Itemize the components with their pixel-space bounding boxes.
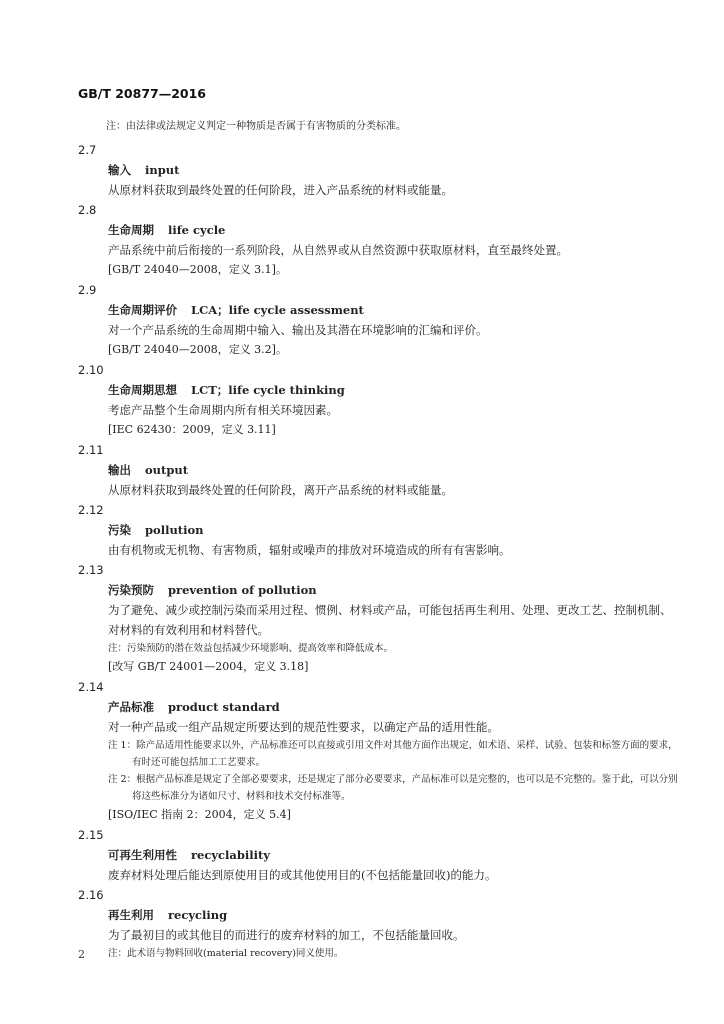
term-heading xyxy=(108,697,678,717)
definition: 从原材料获取到最终处置的任何阶段，离开产品系统的材料或能量。 xyxy=(108,483,453,497)
term-chinese: 生命周期评价 xyxy=(108,303,177,317)
term-heading xyxy=(108,160,678,180)
term-heading xyxy=(108,460,678,480)
clause-number: 2.14 xyxy=(78,680,104,694)
note: 注 2：根据产品标准是规定了全部必要要求，还是规定了部分必要要求，产品标准可以是完整的，也可以是不完整的。鉴于此，可以分别将这些标准分为诸如尺寸、材料和技术交付标准等。 xyxy=(108,774,678,802)
source-reference: [改写 GB/T 24001—2004，定义 3.18] xyxy=(108,660,309,673)
note: 注 1：除产品适用性能要求以外，产品标准还可以直接或引用文件对其他方面作出规定，如术语、采样、试验、包装和标签方面的要求，有时还可能包括加工工艺要求。 xyxy=(108,740,678,768)
term-heading xyxy=(108,380,678,400)
definition: 对一种产品或一组产品规定所要达到的规范性要求，以确定产品的适用性能。 xyxy=(108,720,499,734)
clause-number: 2.7 xyxy=(78,143,97,157)
definition: 从原材料获取到最终处置的任何阶段，进入产品系统的材料或能量。 xyxy=(108,183,453,197)
source-reference: [GB/T 24040—2008，定义 3.2]。 xyxy=(108,343,287,356)
term-chinese: 生命周期思想 xyxy=(108,383,177,397)
source-reference: [IEC 62430：2009，定义 3.11] xyxy=(108,423,276,436)
entry-body xyxy=(108,905,678,962)
term-english: recyclability xyxy=(191,848,271,862)
clause-number: 2.9 xyxy=(78,283,97,297)
entry-body xyxy=(108,380,678,440)
term-english: product standard xyxy=(168,700,280,714)
note: 注：此术语与物料回收(material recovery)同义使用。 xyxy=(108,948,344,959)
entry-body xyxy=(108,520,678,560)
term-heading xyxy=(108,845,678,865)
term-entry xyxy=(78,560,678,677)
term-entry xyxy=(78,440,678,500)
page-number: 2 xyxy=(78,948,85,961)
entry-body xyxy=(108,580,678,677)
carryover-note: 注：由法律或法规定义判定一种物质是否属于有害物质的分类标准。 xyxy=(106,121,406,132)
source-reference: [ISO/IEC 指南 2：2004，定义 5.4] xyxy=(108,808,291,821)
document-body xyxy=(78,120,678,962)
term-chinese: 输出 xyxy=(108,463,131,477)
source-reference: [GB/T 24040—2008，定义 3.1]。 xyxy=(108,263,287,276)
standard-number: GB/T 20877—2016 xyxy=(78,86,207,101)
note: 注：污染预防的潜在效益包括减少环境影响、提高效率和降低成本。 xyxy=(108,643,394,654)
clause-number: 2.8 xyxy=(78,203,97,217)
definition: 废弃材料处理后能达到原使用目的或其他使用目的(不包括能量回收)的能力。 xyxy=(108,868,497,882)
term-english: pollution xyxy=(145,523,204,537)
entry-body xyxy=(108,845,678,885)
term-chinese: 输入 xyxy=(108,163,131,177)
term-chinese: 可再生利用性 xyxy=(108,848,177,862)
term-chinese: 污染预防 xyxy=(108,583,154,597)
term-english: LCT；life cycle thinking xyxy=(191,383,345,397)
term-chinese: 污染 xyxy=(108,523,131,537)
term-heading xyxy=(108,220,678,240)
entry-body xyxy=(108,460,678,500)
entry-body xyxy=(108,300,678,360)
term-english: life cycle xyxy=(168,223,226,237)
clause-number: 2.15 xyxy=(78,828,104,842)
term-chinese: 产品标准 xyxy=(108,700,154,714)
term-english: prevention of pollution xyxy=(168,583,317,597)
definition: 考虑产品整个生命周期内所有相关环境因素。 xyxy=(108,403,338,417)
term-heading xyxy=(108,580,678,600)
term-entry xyxy=(78,360,678,440)
definition: 产品系统中前后衔接的一系列阶段，从自然界或从自然资源中获取原材料，直至最终处置。 xyxy=(108,243,568,257)
definition: 由有机物或无机物、有害物质，辐射或噪声的排放对环境造成的所有有害影响。 xyxy=(108,543,511,557)
term-chinese: 生命周期 xyxy=(108,223,154,237)
term-heading xyxy=(108,520,678,540)
term-entry xyxy=(78,200,678,280)
term-entry xyxy=(78,885,678,962)
entry-body xyxy=(108,160,678,200)
definition: 对一个产品系统的生命周期中输入、输出及其潜在环境影响的汇编和评价。 xyxy=(108,323,488,337)
term-english: LCA；life cycle assessment xyxy=(191,303,364,317)
entry-body xyxy=(108,220,678,280)
clause-number: 2.16 xyxy=(78,888,104,902)
term-entry xyxy=(78,677,678,825)
entry-body xyxy=(108,697,678,825)
term-entry xyxy=(78,280,678,360)
term-english: output xyxy=(145,463,189,477)
clause-number: 2.12 xyxy=(78,503,104,517)
clause-number: 2.10 xyxy=(78,363,104,377)
term-entries xyxy=(78,140,678,962)
definition: 为了最初目的或其他目的而进行的废弃材料的加工，不包括能量回收。 xyxy=(108,928,465,942)
clause-number: 2.11 xyxy=(78,443,104,457)
term-chinese: 再生利用 xyxy=(108,908,154,922)
definition: 为了避免、减少或控制污染而采用过程、惯例、材料或产品，可能包括再生利用、处理、更改工艺、控制机制、对材料的有效利用和材料替代。 xyxy=(108,603,672,637)
term-entry xyxy=(78,500,678,560)
term-entry xyxy=(78,825,678,885)
term-heading xyxy=(108,300,678,320)
term-heading xyxy=(108,905,678,925)
term-english: recycling xyxy=(168,908,228,922)
term-entry xyxy=(78,140,678,200)
term-english: input xyxy=(145,163,180,177)
clause-number: 2.13 xyxy=(78,563,104,577)
